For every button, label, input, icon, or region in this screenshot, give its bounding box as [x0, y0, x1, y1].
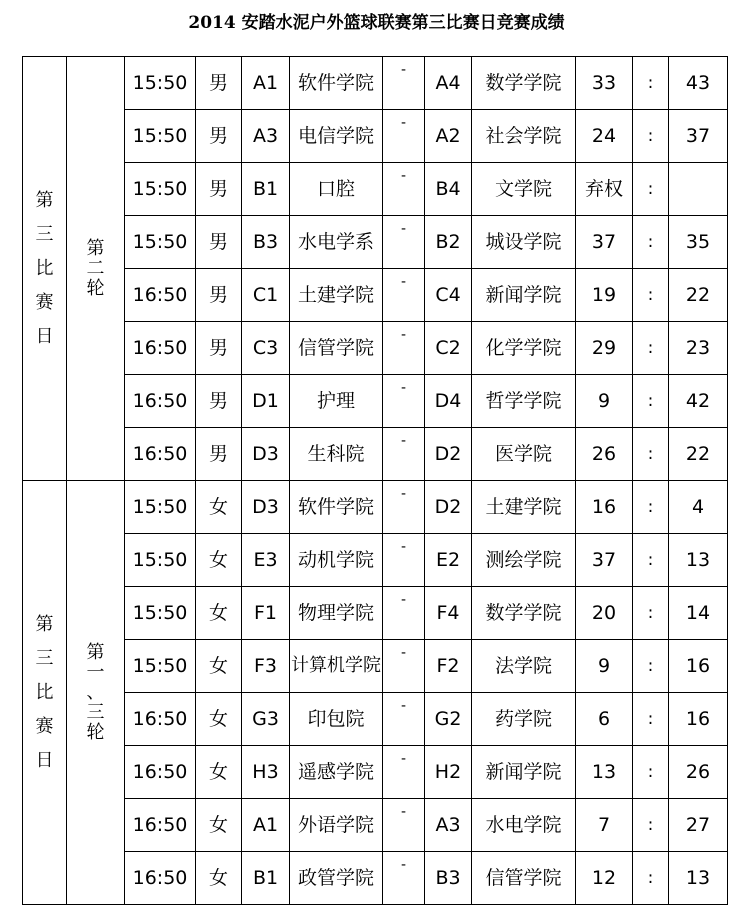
round-char: 一: [86, 661, 105, 683]
team-a-score: 13: [576, 746, 633, 799]
team-b-name: 数学学院: [472, 57, 576, 110]
team-a-code: E3: [242, 534, 290, 587]
team-b-code: E2: [425, 534, 472, 587]
team-b-score: 14: [669, 587, 728, 640]
team-a-name: 物理学院: [290, 587, 383, 640]
match-day-char: 第: [35, 613, 54, 635]
match-time: 15:50: [125, 110, 196, 163]
gender-cell: 女: [196, 640, 242, 693]
gender-cell: 男: [196, 428, 242, 481]
team-a-score: 33: [576, 57, 633, 110]
team-a-name: 水电学系: [290, 216, 383, 269]
team-a-score: 16: [576, 481, 633, 534]
team-b-name: 文学院: [472, 163, 576, 216]
team-a-code: H3: [242, 746, 290, 799]
gender-cell: 男: [196, 163, 242, 216]
match-time: 16:50: [125, 322, 196, 375]
score-colon: :: [633, 852, 669, 905]
score-colon: :: [633, 322, 669, 375]
match-time: 16:50: [125, 799, 196, 852]
team-a-name: 动机学院: [290, 534, 383, 587]
match-day-char: 三: [35, 223, 54, 245]
team-a-name: 印包院: [290, 693, 383, 746]
team-b-score: 16: [669, 693, 728, 746]
team-a-score: 弃权: [576, 163, 633, 216]
match-time: 15:50: [125, 640, 196, 693]
team-a-score: 19: [576, 269, 633, 322]
team-a-score: 9: [576, 640, 633, 693]
team-b-code: A2: [425, 110, 472, 163]
versus-separator: -: [383, 428, 425, 481]
team-a-code: B3: [242, 216, 290, 269]
round-label: [67, 57, 125, 481]
team-b-score: 35: [669, 216, 728, 269]
score-colon: :: [633, 57, 669, 110]
versus-separator: -: [383, 163, 425, 216]
team-a-name: 生科院: [290, 428, 383, 481]
team-b-name: 医学院: [472, 428, 576, 481]
team-b-score: 23: [669, 322, 728, 375]
match-day-char: 比: [35, 681, 54, 703]
team-a-name: 软件学院: [290, 57, 383, 110]
team-a-code: C1: [242, 269, 290, 322]
team-a-name: 政管学院: [290, 852, 383, 905]
team-a-score: 6: [576, 693, 633, 746]
round-char: 轮: [86, 277, 105, 299]
match-time: 15:50: [125, 534, 196, 587]
team-a-name: 电信学院: [290, 110, 383, 163]
versus-separator: -: [383, 216, 425, 269]
team-b-name: 药学院: [472, 693, 576, 746]
table-row: [23, 269, 728, 322]
round-char: 第: [86, 237, 105, 259]
score-colon: :: [633, 746, 669, 799]
team-a-score: 20: [576, 587, 633, 640]
team-a-score: 9: [576, 375, 633, 428]
gender-cell: 男: [196, 110, 242, 163]
versus-separator: -: [383, 57, 425, 110]
team-a-name: 计算机学院: [290, 640, 383, 693]
team-b-code: F4: [425, 587, 472, 640]
round-char: 第: [86, 641, 105, 663]
team-b-code: F2: [425, 640, 472, 693]
versus-separator: -: [383, 110, 425, 163]
table-row: [23, 428, 728, 481]
team-b-code: H2: [425, 746, 472, 799]
match-time: 16:50: [125, 852, 196, 905]
team-a-code: D1: [242, 375, 290, 428]
team-a-score: 24: [576, 110, 633, 163]
team-b-code: D4: [425, 375, 472, 428]
team-b-score: 13: [669, 852, 728, 905]
match-time: 16:50: [125, 746, 196, 799]
table-row: [23, 640, 728, 693]
team-a-name: 软件学院: [290, 481, 383, 534]
team-a-name: 土建学院: [290, 269, 383, 322]
match-day-char: 比: [35, 257, 54, 279]
team-b-code: C2: [425, 322, 472, 375]
score-colon: :: [633, 110, 669, 163]
score-colon: :: [633, 693, 669, 746]
gender-cell: 男: [196, 269, 242, 322]
versus-separator: -: [383, 534, 425, 587]
gender-cell: 女: [196, 587, 242, 640]
team-b-name: 法学院: [472, 640, 576, 693]
match-day-char: 赛: [35, 291, 54, 313]
versus-separator: -: [383, 322, 425, 375]
versus-separator: -: [383, 852, 425, 905]
versus-separator: -: [383, 640, 425, 693]
table-row: [23, 534, 728, 587]
team-a-code: B1: [242, 852, 290, 905]
score-colon: :: [633, 481, 669, 534]
match-day-char: 第: [35, 189, 54, 211]
gender-cell: 男: [196, 57, 242, 110]
team-b-score: [669, 163, 728, 216]
match-time: 15:50: [125, 163, 196, 216]
team-a-code: D3: [242, 428, 290, 481]
page-title: 2014 安踏水泥户外篮球联赛第三比赛日竞赛成绩: [188, 13, 565, 33]
team-b-code: D2: [425, 428, 472, 481]
gender-cell: 女: [196, 481, 242, 534]
results-table: [22, 56, 728, 905]
table-row: [23, 375, 728, 428]
gender-cell: 女: [196, 746, 242, 799]
versus-separator: -: [383, 693, 425, 746]
match-time: 15:50: [125, 57, 196, 110]
team-b-code: B4: [425, 163, 472, 216]
team-b-code: A3: [425, 799, 472, 852]
table-row: [23, 216, 728, 269]
table-row: [23, 57, 728, 110]
team-b-score: 27: [669, 799, 728, 852]
team-b-code: D2: [425, 481, 472, 534]
team-a-score: 37: [576, 216, 633, 269]
versus-separator: -: [383, 746, 425, 799]
team-b-score: 4: [669, 481, 728, 534]
match-day-label: [23, 481, 67, 905]
versus-separator: -: [383, 269, 425, 322]
table-row: [23, 163, 728, 216]
team-a-name: 外语学院: [290, 799, 383, 852]
versus-separator: -: [383, 799, 425, 852]
team-a-score: 29: [576, 322, 633, 375]
round-char: 二: [86, 257, 105, 279]
team-b-score: 22: [669, 269, 728, 322]
team-a-name: 遥感学院: [290, 746, 383, 799]
table-row: [23, 110, 728, 163]
match-time: 15:50: [125, 216, 196, 269]
match-day-char: 日: [35, 325, 54, 347]
team-a-code: B1: [242, 163, 290, 216]
gender-cell: 男: [196, 322, 242, 375]
team-b-name: 社会学院: [472, 110, 576, 163]
team-a-code: A3: [242, 110, 290, 163]
team-b-name: 信管学院: [472, 852, 576, 905]
versus-separator: -: [383, 375, 425, 428]
team-a-code: G3: [242, 693, 290, 746]
team-b-score: 37: [669, 110, 728, 163]
team-a-name: 信管学院: [290, 322, 383, 375]
round-char: 、: [86, 681, 105, 703]
team-b-name: 化学学院: [472, 322, 576, 375]
table-row: [23, 587, 728, 640]
round-char: 三: [86, 701, 105, 723]
team-a-score: 12: [576, 852, 633, 905]
gender-cell: 男: [196, 216, 242, 269]
team-b-code: C4: [425, 269, 472, 322]
team-b-score: 43: [669, 57, 728, 110]
match-time: 16:50: [125, 693, 196, 746]
match-day-char: 赛: [35, 715, 54, 737]
team-b-name: 数学学院: [472, 587, 576, 640]
score-colon: :: [633, 375, 669, 428]
match-time: 16:50: [125, 375, 196, 428]
score-colon: :: [633, 640, 669, 693]
round-label: [67, 481, 125, 905]
score-colon: :: [633, 216, 669, 269]
match-day-label: [23, 57, 67, 481]
team-b-name: 测绘学院: [472, 534, 576, 587]
team-b-name: 水电学院: [472, 799, 576, 852]
match-time: 15:50: [125, 587, 196, 640]
team-b-name: 土建学院: [472, 481, 576, 534]
team-b-score: 26: [669, 746, 728, 799]
table-row: [23, 322, 728, 375]
team-b-score: 16: [669, 640, 728, 693]
score-colon: :: [633, 534, 669, 587]
team-a-code: A1: [242, 799, 290, 852]
score-colon: :: [633, 269, 669, 322]
gender-cell: 女: [196, 852, 242, 905]
versus-separator: -: [383, 481, 425, 534]
table-row: [23, 693, 728, 746]
team-a-name: 口腔: [290, 163, 383, 216]
team-a-score: 37: [576, 534, 633, 587]
team-b-score: 22: [669, 428, 728, 481]
match-time: 15:50: [125, 481, 196, 534]
gender-cell: 女: [196, 534, 242, 587]
gender-cell: 男: [196, 375, 242, 428]
match-time: 16:50: [125, 428, 196, 481]
team-a-code: D3: [242, 481, 290, 534]
versus-separator: -: [383, 587, 425, 640]
table-row: [23, 481, 728, 534]
team-b-score: 42: [669, 375, 728, 428]
score-colon: :: [633, 587, 669, 640]
team-a-score: 26: [576, 428, 633, 481]
team-b-code: B2: [425, 216, 472, 269]
gender-cell: 女: [196, 693, 242, 746]
score-colon: :: [633, 163, 669, 216]
team-b-name: 新闻学院: [472, 269, 576, 322]
match-time: 16:50: [125, 269, 196, 322]
match-day-char: 三: [35, 647, 54, 669]
team-a-code: A1: [242, 57, 290, 110]
team-b-score: 13: [669, 534, 728, 587]
table-row: [23, 852, 728, 905]
table-row: [23, 799, 728, 852]
team-b-name: 哲学学院: [472, 375, 576, 428]
team-b-name: 城设学院: [472, 216, 576, 269]
team-b-code: A4: [425, 57, 472, 110]
team-a-code: C3: [242, 322, 290, 375]
team-b-code: B3: [425, 852, 472, 905]
team-a-name: 护理: [290, 375, 383, 428]
table-row: [23, 746, 728, 799]
team-b-code: G2: [425, 693, 472, 746]
gender-cell: 女: [196, 799, 242, 852]
team-a-code: F3: [242, 640, 290, 693]
team-a-score: 7: [576, 799, 633, 852]
score-colon: :: [633, 799, 669, 852]
round-char: 轮: [86, 721, 105, 743]
score-colon: :: [633, 428, 669, 481]
team-b-name: 新闻学院: [472, 746, 576, 799]
team-a-code: F1: [242, 587, 290, 640]
match-day-char: 日: [35, 749, 54, 771]
